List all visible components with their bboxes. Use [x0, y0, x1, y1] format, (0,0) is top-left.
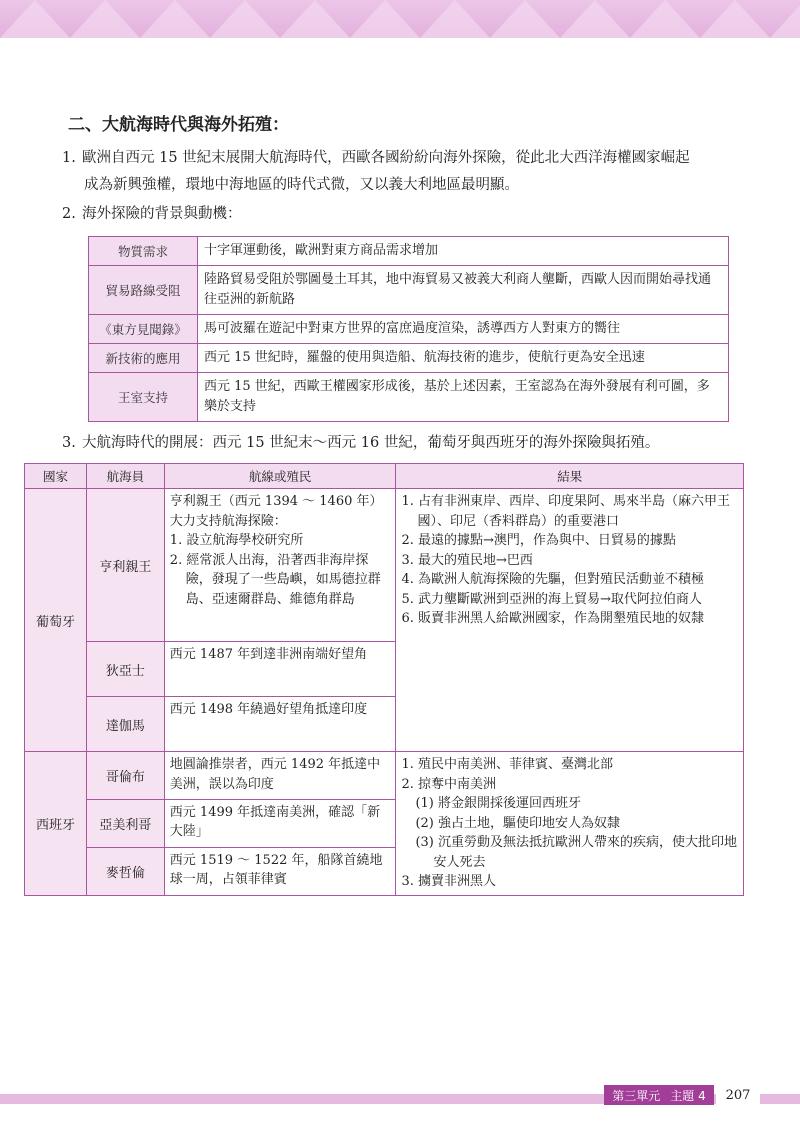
navigator-name: 麥哲倫 — [86, 847, 164, 895]
footer-topic: 主題 4 — [670, 1088, 706, 1103]
list-item: (3) 沉重勞動及無法抵抗歐洲人帶來的疾病，使大批印地安人死去 — [415, 835, 738, 870]
motive-value: 馬可波羅在遊記中對東方世界的富庶過度渲染，誘導西方人對東方的嚮往 — [198, 315, 729, 344]
motive-key: 物質需求 — [89, 237, 198, 266]
motive-value: 陸路貿易受阻於鄂圖曼土耳其，地中海貿易又被義大利商人壟斷，西歐人因而開始尋找通往亞洲的新航路 — [198, 266, 729, 315]
list-item: 3. 最大的殖民地→巴西 — [401, 552, 533, 568]
route-cell: 西元 1498 年繞過好望角抵達印度 — [164, 697, 396, 752]
route-cell: 西元 1499 年抵達南美洲，確認「新大陸」 — [164, 799, 396, 847]
top-decorative-band — [0, 0, 800, 38]
result-cell — [396, 489, 744, 752]
motive-value: 西元 15 世紀時，羅盤的使用與造船、航海技術的進步，使航行更為安全迅速 — [198, 344, 729, 373]
list-item: (2) 強占土地，驅使印地安人為奴隸 — [415, 815, 621, 831]
footer-unit-tag — [604, 1085, 714, 1105]
footer-band-right — [760, 1094, 800, 1104]
list-item: 1. 殖民中南美洲、菲律賓、臺灣北部 — [401, 757, 614, 772]
list-item: 6. 販賣非洲黑人給歐洲國家，作為開墾殖民地的奴隸 — [401, 611, 705, 626]
result-cell — [396, 752, 744, 896]
list-item: 2. 經常派人出海，沿著西非海岸探險，發現了一些島嶼，如馬德拉群島、亞速爾群島、維德角群島 — [169, 552, 381, 607]
table-row — [89, 315, 729, 344]
paragraph-3-number: 3. — [62, 435, 76, 451]
exploration-table — [24, 463, 744, 896]
list-item: 3. 擄賣非洲黑人 — [401, 874, 497, 889]
route-list — [170, 531, 391, 609]
header-route: 航線或殖民 — [164, 464, 396, 489]
route-text: 亨利親王（西元 1394 ～ 1460 年）大力支持航海探險： — [169, 494, 383, 529]
paragraph-2 — [62, 201, 742, 228]
result-list — [401, 492, 738, 629]
navigator-name: 哥倫布 — [86, 752, 164, 800]
navigator-name: 達伽馬 — [86, 697, 164, 752]
list-item: 4. 為歐洲人航海探險的先驅，但對殖民活動並不積極 — [401, 572, 705, 587]
table-row — [89, 373, 729, 422]
list-item: 1. 設立航海學校研究所 — [169, 533, 304, 548]
route-cell: 地圓論推崇者，西元 1492 年抵達中美洲，誤以為印度 — [164, 752, 396, 800]
triangle-pattern — [0, 0, 800, 38]
list-item: 2. 掠奪中南美洲 — [401, 776, 497, 792]
table-row — [89, 344, 729, 373]
motive-key: 王室支持 — [89, 373, 198, 422]
page-number: 207 — [716, 1085, 760, 1105]
main-content — [35, 110, 742, 896]
motive-key: 新技術的應用 — [89, 344, 198, 373]
header-result: 結果 — [396, 464, 744, 489]
motive-value: 十字軍運動後，歐洲對東方商品需求增加 — [198, 237, 729, 266]
header-navigator: 航海員 — [86, 464, 164, 489]
navigator-name: 亞美利哥 — [86, 799, 164, 847]
paragraph-1 — [62, 145, 742, 199]
paragraph-3-text: 大航海時代的開展：西元 15 世紀末～西元 16 世紀，葡萄牙與西班牙的海外探險與拓殖。 — [82, 435, 660, 451]
paragraph-1-number: 1. — [62, 150, 76, 166]
route-cell: 西元 1487 年到達非洲南端好望角 — [164, 642, 396, 697]
motives-table — [88, 236, 729, 422]
navigator-name: 亨利親王 — [86, 489, 164, 642]
route-cell: 西元 1519 ～ 1522 年，船隊首繞地球一周，占領菲律賓 — [164, 847, 396, 895]
country-spain: 西班牙 — [25, 752, 87, 896]
paragraph-3 — [62, 430, 742, 457]
list-item: (1) 將金銀開採後運回西班牙 — [415, 796, 582, 811]
table-row — [25, 489, 744, 642]
section-title: 二、大航海時代與海外拓殖： — [68, 115, 289, 135]
table-row — [89, 266, 729, 315]
paragraph-1-line-1: 歐洲自西元 15 世紀末展開大航海時代，西歐各國紛紛向海外探險，從此北大西洋海權國家崛起 — [82, 150, 690, 166]
motive-key: 《東方見聞錄》 — [89, 315, 198, 344]
header-country: 國家 — [25, 464, 87, 489]
list-item: 5. 武力壟斷歐洲到亞洲的海上貿易→取代阿拉伯商人 — [401, 591, 702, 607]
result-list — [401, 755, 738, 892]
motive-value: 西元 15 世紀，西歐王權國家形成後，基於上述因素，王室認為在海外發展有利可圖，多樂於支持 — [198, 373, 729, 422]
paragraph-1-line-2: 成為新興強權，環地中海地區的時代式微，又以義大利地區最明顯。 — [84, 177, 519, 193]
paragraph-2-number: 2. — [62, 206, 76, 222]
table-header-row — [25, 464, 744, 489]
table-row — [89, 237, 729, 266]
navigator-name: 狄亞士 — [86, 642, 164, 697]
paragraph-2-text: 海外探險的背景與動機： — [82, 206, 242, 222]
table-row — [25, 752, 744, 800]
list-item: 1. 占有非洲東岸、西岸、印度果阿、馬來半島（麻六甲王國）、印尼（香料群島）的重要港口 — [401, 494, 731, 529]
motive-key: 貿易路線受阻 — [89, 266, 198, 315]
footer-unit: 第三單元 — [612, 1088, 661, 1103]
list-item: 2. 最遠的據點→澳門，作為與中、日貿易的據點 — [401, 533, 676, 548]
country-portugal: 葡萄牙 — [25, 489, 87, 752]
route-cell — [164, 489, 396, 642]
